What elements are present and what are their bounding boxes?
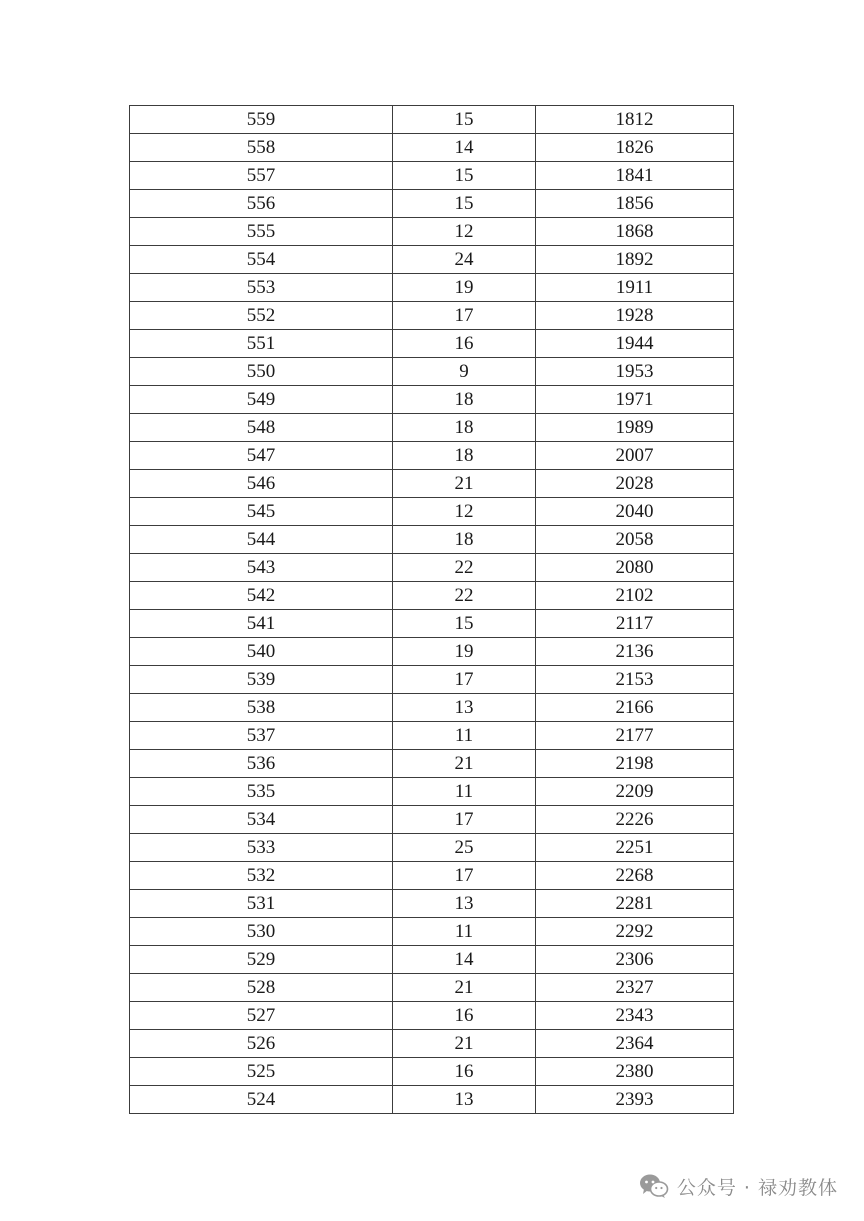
cumulative-cell: 2166 [536, 694, 734, 722]
count-cell: 18 [393, 442, 536, 470]
table-row [130, 274, 734, 302]
score-cell: 524 [130, 1086, 393, 1114]
table-row [130, 1058, 734, 1086]
score-cell: 549 [130, 386, 393, 414]
score-cell: 552 [130, 302, 393, 330]
table-row [130, 722, 734, 750]
count-cell: 13 [393, 890, 536, 918]
count-cell: 15 [393, 610, 536, 638]
table-row [130, 1030, 734, 1058]
score-cell: 554 [130, 246, 393, 274]
score-cell: 547 [130, 442, 393, 470]
table-row [130, 974, 734, 1002]
cumulative-cell: 2153 [536, 666, 734, 694]
count-cell: 17 [393, 862, 536, 890]
cumulative-cell: 2306 [536, 946, 734, 974]
table-row [130, 918, 734, 946]
score-cell: 527 [130, 1002, 393, 1030]
cumulative-cell: 2364 [536, 1030, 734, 1058]
table-row [130, 610, 734, 638]
count-cell: 15 [393, 162, 536, 190]
table-row [130, 890, 734, 918]
cumulative-cell: 1826 [536, 134, 734, 162]
count-cell: 24 [393, 246, 536, 274]
table-row [130, 498, 734, 526]
score-cell: 545 [130, 498, 393, 526]
cumulative-cell: 2040 [536, 498, 734, 526]
table-row [130, 302, 734, 330]
table-row [130, 190, 734, 218]
score-cell: 537 [130, 722, 393, 750]
score-cell: 529 [130, 946, 393, 974]
count-cell: 22 [393, 582, 536, 610]
table-row [130, 470, 734, 498]
count-cell: 11 [393, 722, 536, 750]
count-cell: 15 [393, 190, 536, 218]
cumulative-cell: 1911 [536, 274, 734, 302]
count-cell: 16 [393, 1002, 536, 1030]
table-row [130, 750, 734, 778]
score-cell: 526 [130, 1030, 393, 1058]
count-cell: 11 [393, 918, 536, 946]
table-row [130, 414, 734, 442]
cumulative-cell: 1868 [536, 218, 734, 246]
score-cell: 553 [130, 274, 393, 302]
cumulative-cell: 1944 [536, 330, 734, 358]
cumulative-cell: 1892 [536, 246, 734, 274]
count-cell: 12 [393, 498, 536, 526]
table-row [130, 946, 734, 974]
watermark [639, 1172, 838, 1200]
score-cell: 542 [130, 582, 393, 610]
score-cell: 538 [130, 694, 393, 722]
table-row [130, 442, 734, 470]
cumulative-cell: 2393 [536, 1086, 734, 1114]
count-cell: 19 [393, 274, 536, 302]
count-cell: 17 [393, 666, 536, 694]
score-table [129, 105, 734, 1114]
cumulative-cell: 2343 [536, 1002, 734, 1030]
table-row [130, 554, 734, 582]
table-row [130, 582, 734, 610]
cumulative-cell: 2380 [536, 1058, 734, 1086]
cumulative-cell: 2177 [536, 722, 734, 750]
watermark-text: 公众号 · 禄劝教体 [676, 1176, 838, 1199]
score-cell: 525 [130, 1058, 393, 1086]
count-cell: 18 [393, 386, 536, 414]
count-cell: 14 [393, 946, 536, 974]
cumulative-cell: 2080 [536, 554, 734, 582]
table-row [130, 1002, 734, 1030]
table-row [130, 778, 734, 806]
table-row [130, 666, 734, 694]
table-row [130, 246, 734, 274]
cumulative-cell: 2226 [536, 806, 734, 834]
count-cell: 16 [393, 330, 536, 358]
count-cell: 12 [393, 218, 536, 246]
cumulative-cell: 1953 [536, 358, 734, 386]
cumulative-cell: 2198 [536, 750, 734, 778]
score-cell: 548 [130, 414, 393, 442]
count-cell: 21 [393, 470, 536, 498]
cumulative-cell: 1971 [536, 386, 734, 414]
cumulative-cell: 2292 [536, 918, 734, 946]
score-cell: 550 [130, 358, 393, 386]
count-cell: 19 [393, 638, 536, 666]
score-cell: 530 [130, 918, 393, 946]
cumulative-cell: 2007 [536, 442, 734, 470]
score-cell: 557 [130, 162, 393, 190]
cumulative-cell: 2327 [536, 974, 734, 1002]
table-row [130, 1086, 734, 1114]
count-cell: 13 [393, 694, 536, 722]
score-cell: 551 [130, 330, 393, 358]
score-cell: 528 [130, 974, 393, 1002]
cumulative-cell: 1856 [536, 190, 734, 218]
count-cell: 21 [393, 974, 536, 1002]
table-row [130, 358, 734, 386]
count-cell: 16 [393, 1058, 536, 1086]
score-cell: 536 [130, 750, 393, 778]
cumulative-cell: 1928 [536, 302, 734, 330]
score-cell: 556 [130, 190, 393, 218]
score-cell: 531 [130, 890, 393, 918]
cumulative-cell: 2268 [536, 862, 734, 890]
table-row [130, 526, 734, 554]
score-cell: 540 [130, 638, 393, 666]
cumulative-cell: 2028 [536, 470, 734, 498]
table-row [130, 862, 734, 890]
table-row [130, 806, 734, 834]
cumulative-cell: 2251 [536, 834, 734, 862]
table-row [130, 106, 734, 134]
count-cell: 21 [393, 1030, 536, 1058]
count-cell: 15 [393, 106, 536, 134]
cumulative-cell: 1989 [536, 414, 734, 442]
score-cell: 532 [130, 862, 393, 890]
cumulative-cell: 1841 [536, 162, 734, 190]
table-row [130, 694, 734, 722]
score-cell: 533 [130, 834, 393, 862]
count-cell: 22 [393, 554, 536, 582]
table-row [130, 834, 734, 862]
cumulative-cell: 2136 [536, 638, 734, 666]
count-cell: 25 [393, 834, 536, 862]
cumulative-cell: 2281 [536, 890, 734, 918]
count-cell: 18 [393, 414, 536, 442]
score-cell: 543 [130, 554, 393, 582]
score-cell: 541 [130, 610, 393, 638]
table-row [130, 134, 734, 162]
cumulative-cell: 2102 [536, 582, 734, 610]
score-cell: 534 [130, 806, 393, 834]
count-cell: 17 [393, 302, 536, 330]
score-cell: 535 [130, 778, 393, 806]
score-cell: 539 [130, 666, 393, 694]
cumulative-cell: 2117 [536, 610, 734, 638]
count-cell: 17 [393, 806, 536, 834]
count-cell: 13 [393, 1086, 536, 1114]
count-cell: 18 [393, 526, 536, 554]
table-body [130, 106, 734, 1114]
score-cell: 559 [130, 106, 393, 134]
cumulative-cell: 2209 [536, 778, 734, 806]
count-cell: 14 [393, 134, 536, 162]
table-row [130, 386, 734, 414]
wechat-icon [639, 1173, 669, 1199]
table-row [130, 638, 734, 666]
count-cell: 21 [393, 750, 536, 778]
score-cell: 546 [130, 470, 393, 498]
table-row [130, 330, 734, 358]
count-cell: 11 [393, 778, 536, 806]
cumulative-cell: 1812 [536, 106, 734, 134]
table-row [130, 162, 734, 190]
score-cell: 558 [130, 134, 393, 162]
cumulative-cell: 2058 [536, 526, 734, 554]
score-cell: 555 [130, 218, 393, 246]
score-cell: 544 [130, 526, 393, 554]
count-cell: 9 [393, 358, 536, 386]
table-row [130, 218, 734, 246]
